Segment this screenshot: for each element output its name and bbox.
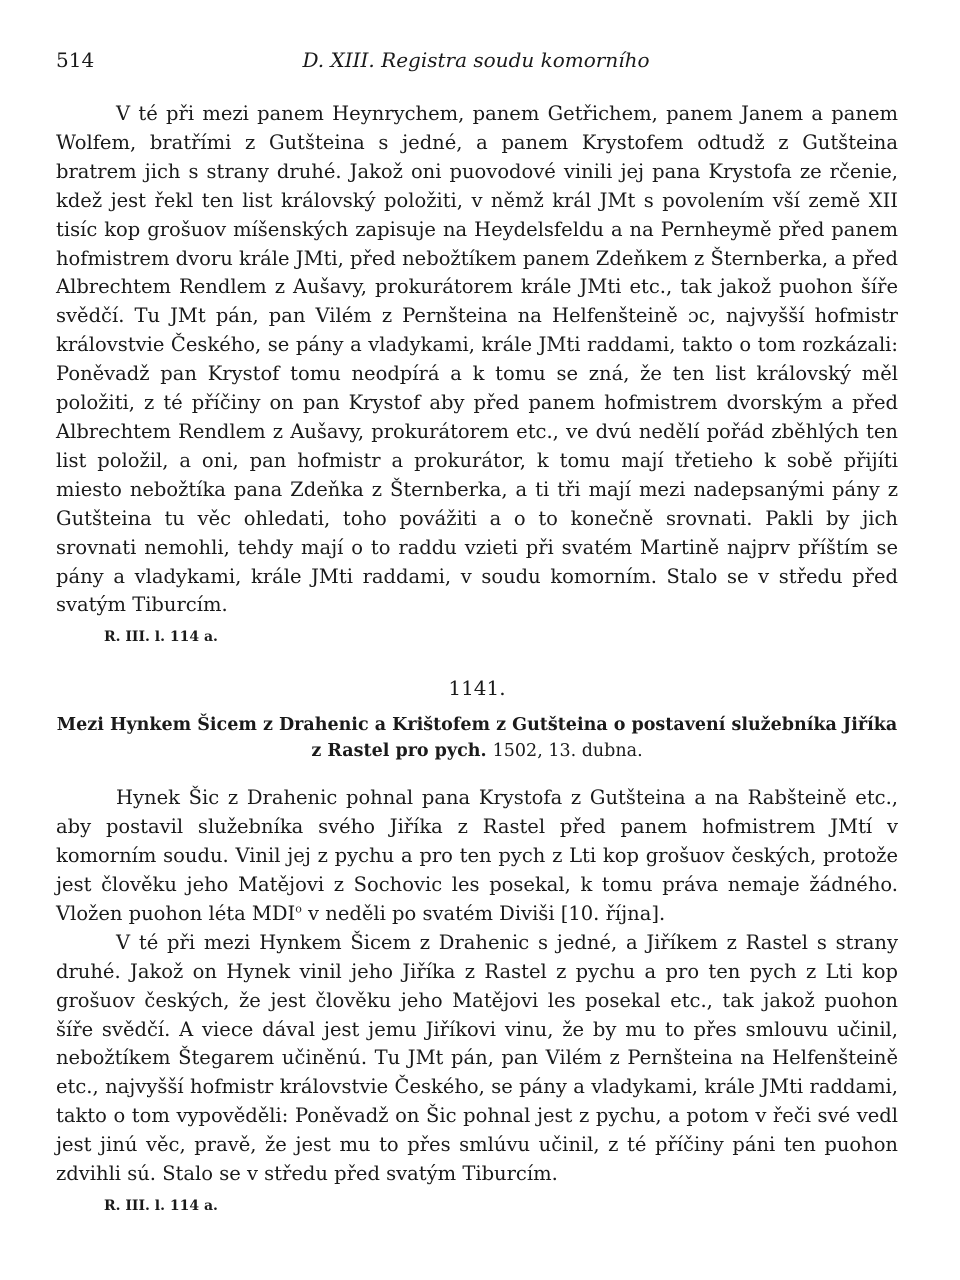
page-number: 514 [56, 48, 95, 72]
archive-reference: R. III. l. 114 a. [104, 629, 218, 646]
page-header [56, 48, 896, 78]
entry-paragraph-1-text: Hynek Šic z Drahenic pohnal pana Krystofa z Gutšteina a na Rabšteině etc., aby postavil služebníka svého Jiříka z Rastel před panem hofmistrem JMtí v komorním soudu. Vinil jej z pychu a pro ten pych z Lti kop grošuov českých, protože jest člověku jeho Matějovi z Sochovic les posekal, k tomu práva nemaje žádného. Vložen puohon léta MDI [56, 786, 898, 925]
entry-title-line-1: Mezi Hynkem Šicem z Drahenic a Krištofem z Gutšteina o postavení služebníka Jiříka [56, 715, 898, 736]
superscript-mark: o [295, 902, 302, 916]
spacer [56, 764, 898, 784]
entry-title-subject: z Rastel pro pych. [311, 741, 487, 762]
entry-title [56, 712, 898, 764]
running-head: D. XIII. Registra soudu komorního [302, 48, 650, 72]
entry-paragraph-2: V té při mezi Hynkem Šicem z Drahenic s jedné, a Jiříkem z Rastel s strany druhé. Jakož on Hynek vinil jeho Jiříka z Rastel z pychu a pro ten pych z Lti kop grošuov českých, že jest člověku jeho Matějovi les posekal etc., tak jakož puohon šíře svědčí. A viece dával jest jemu Jiříkovi vinu, že by mu to přes smlouvu učinil, nebožtíkem Štegarem učiněnú. Tu JMt pán, pan Vilém z Pernšteina na Helfenšteině etc., najvyšší hofmistr královstvie Českého, se pány a vladykami, krále JMti raddami, takto o tom vypověděli: Poněvadž on Šic pohnal jest z pychu, a potom v řeči své vedl jest jinú věc, pravě, že jest mu to přes smlúvu učinil, z té příčiny páni ten puohon zdvihli sú. Stalo se v středu před svatým Tiburcím. [56, 930, 898, 1186]
entry-paragraph-1 [56, 784, 898, 929]
page-body [56, 100, 898, 1217]
entry-title-line-2 [56, 738, 898, 764]
previous-entry-paragraph: V té při mezi panem Heynrychem, panem Getřichem, panem Janem a panem Wolfem, bratřími z Gutšteina s jedné, a panem Krystofem odtudž z Gutšteina bratrem jich s strany druhé. Jakož oni puovodové vinili jej pana Krystofa ze rčenie, kdež jest řekl ten list královský položiti, v němž král JMt s povolením vší země XII tisíc kop grošuov míšenských zapisuje na Heydelsfeldu a na Pernheymě před panem hofmistrem dvoru krále JMti, před nebožtíkem panem Zdeňkem z Šternberka, a před Albrechtem Rendlem z Aušavy, prokurátorem krále JMti etc., tak jakož puohon šíře svědčí. Tu JMt pán, pan Vilém z Pernšteina na Helfenšteině ɔc, najvyšší hofmistr královstvie Českého, se pány a vladykami, krále JMti raddami, takto o tom rozkázali: Poněvadž pan Krystof tomu neodpírá a k tomu se zná, že ten list královský měl položiti, z té příčiny on pan Krystof aby před panem hofmistrem dvorským a před Albrechtem Rendlem z Aušavy, prokurátorem etc., ve dvú nedělí pořád zběhlých ten list položil, a oni, pan hofmistr a prokurátor, k tomu mají třetieho k sobě přijíti miesto nebožtíka pana Zdeňka z Šternberka, a ti tři mají mezi nadepsanými pány z Gutšteina tu věc ohledati, toho povážiti a o to konečně srovnati. Pakli by jich srovnati nemohli, tehdy mají o to raddu vzieti při svatém Martině najprv příštím se pány a vladykami, krále JMti raddami, v soudu komorním. Stalo se v středu před svatým Tiburcím. [56, 102, 898, 617]
archive-reference-2: R. III. l. 114 a. [104, 1198, 218, 1214]
entry-paragraph-1-tail: v neděli po svatém Diviši [10. října]. [301, 901, 666, 925]
entry-date: 1502, 13. dubna. [492, 741, 643, 762]
entry-number: 1141. [448, 676, 506, 701]
